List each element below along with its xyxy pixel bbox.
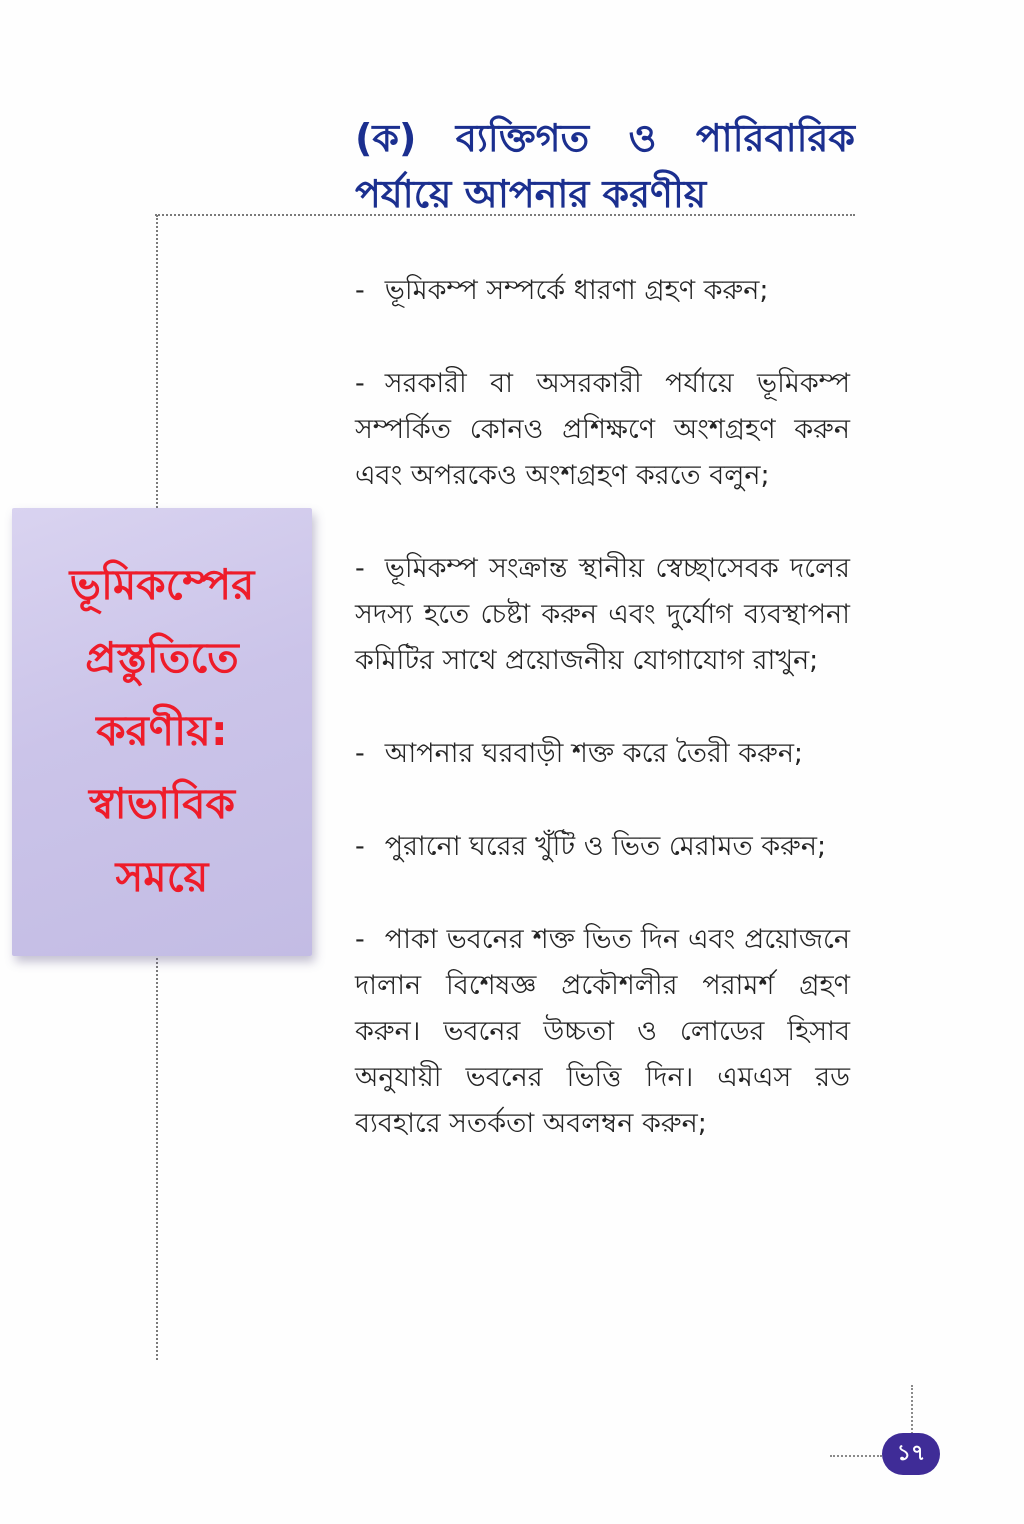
list-dash: - [355,275,365,306]
list-dash: - [355,553,365,584]
list-item-text: সরকারী বা অসরকারী পর্যায়ে ভূমিকম্প সম্পর্কিত কোনও প্রশিক্ষণে অংশগ্রহণ করুন এবং অপরকেও অংশগ্রহণ করতে বলুন; [355,368,850,491]
list-item-text: পাকা ভবনের শক্ত ভিত দিন এবং প্রয়োজনে দালান বিশেষজ্ঞ প্রকৌশলীর পরামর্শ গ্রহণ করুন। ভবনের উচ্চতা ও লোডের হিসাব অনুযায়ী ভবনের ভিত্তি দিন। এমএস রড ব্যবহারে সতর্কতা অবলম্বন করুন; [355,924,850,1139]
heading-line-1: (ক) ব্যক্তিগত ও পারিবারিক [355,116,855,160]
list-dash: - [355,924,365,955]
list-item [355,824,850,870]
page-number-dots-horizontal [830,1455,882,1457]
list-item-text: আপনার ঘরবাড়ী শক্ত করে তৈরী করুন; [384,738,804,769]
heading-line-2: পর্যায়ে আপনার করণীয় [355,172,707,216]
list-item [355,731,850,777]
sidebar-title-line: সময়ে [115,852,209,901]
instruction-list [355,268,850,1194]
sidebar-title [12,548,312,913]
list-item [355,546,850,684]
section-heading [355,110,855,222]
list-item [355,361,850,499]
list-dash: - [355,368,365,399]
list-dash: - [355,831,365,862]
dotted-divider-horizontal [155,214,855,216]
list-dash: - [355,738,365,769]
sidebar-title-line: প্রস্তুতিতে [85,633,239,682]
sidebar-title-line: স্বাভাবিক [89,779,235,828]
sidebar-title-line: করণীয়: [96,706,228,755]
sidebar-title-card [12,508,312,956]
page-number-dots-vertical [911,1385,913,1437]
sidebar-title-line: ভূমিকম্পের [69,560,255,609]
list-item-text: পুরানো ঘরের খুঁটি ও ভিত মেরামত করুন; [384,831,827,862]
list-item [355,268,850,314]
list-item [355,917,850,1147]
page-number-badge: ১৭ [882,1433,940,1475]
list-item-text: ভূমিকম্প সংক্রান্ত স্থানীয় স্বেচ্ছাসেবক দলের সদস্য হতে চেষ্টা করুন এবং দুর্যোগ ব্যবস্থাপনা কমিটির সাথে প্রয়োজনীয় যোগাযোগ রাখুন; [355,553,850,676]
list-item-text: ভূমিকম্প সম্পর্কে ধারণা গ্রহণ করুন; [384,275,769,306]
